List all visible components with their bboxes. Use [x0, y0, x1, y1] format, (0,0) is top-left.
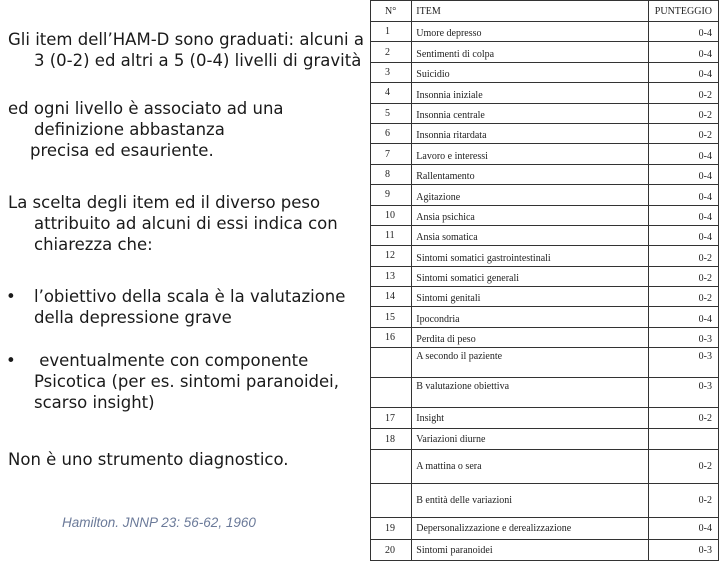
row-number: 1	[371, 22, 412, 42]
row-number-empty	[371, 378, 412, 408]
row-number: 17	[371, 408, 412, 429]
table-row	[371, 62, 719, 82]
row-item: A mattina o sera	[412, 450, 648, 484]
header-score: PUNTEGGIO	[648, 1, 718, 22]
row-score: 0-2	[648, 103, 718, 123]
row-item: Sentimenti di colpa	[412, 42, 648, 62]
table-header-row	[371, 1, 719, 22]
row-item: Sintomi genitali	[412, 287, 648, 307]
ham-d-table	[370, 0, 719, 561]
row-score: 0-2	[648, 484, 718, 518]
row-score: 0-3	[648, 540, 718, 561]
row-score: 0-2	[648, 83, 718, 103]
row-number: 14	[371, 287, 412, 307]
paragraph-choice	[8, 192, 338, 255]
row-item: Ansia psichica	[412, 205, 648, 225]
row-number: 9	[371, 185, 412, 205]
table-row-19	[371, 518, 719, 540]
row-score: 0-2	[648, 266, 718, 286]
p3-line1: La scelta degli item ed il diverso peso	[8, 193, 321, 212]
p1-line2: 3 (0-2) ed altri a 5 (0-4) livelli di gravità	[34, 51, 362, 70]
row-item: Depersonalizzazione e derealizzazione	[412, 518, 648, 540]
bullet-psychotic	[0, 350, 365, 416]
table-row	[371, 144, 719, 164]
bullet-dot: •	[6, 287, 16, 306]
bullet-psychotic-text	[34, 350, 364, 413]
row-item: Umore depresso	[412, 22, 648, 42]
row-number-empty	[371, 450, 412, 484]
table-row	[371, 103, 719, 123]
p3-line2: attribuito ad alcuni di essi indica con	[34, 214, 338, 233]
row-item: Sintomi paranoidei	[412, 540, 648, 561]
row-number: 5	[371, 103, 412, 123]
table-row-16b	[371, 378, 719, 408]
row-number: 19	[371, 518, 412, 540]
table-row	[371, 42, 719, 62]
row-number: 4	[371, 83, 412, 103]
table-row-16a	[371, 348, 719, 378]
bullet-objective-text	[34, 286, 364, 328]
row-score: 0-4	[648, 518, 718, 540]
row-score: 0-4	[648, 164, 718, 184]
table-row	[371, 185, 719, 205]
header-number: N°	[371, 1, 412, 22]
row-score: 0-2	[648, 408, 718, 429]
row-number: 16	[371, 327, 412, 347]
table-row	[371, 123, 719, 143]
table-row	[371, 246, 719, 266]
row-score	[648, 429, 718, 450]
row-number: 8	[371, 164, 412, 184]
b2-line3: scarso insight)	[34, 393, 155, 412]
table-row	[371, 327, 719, 347]
row-item: Agitazione	[412, 185, 648, 205]
row-score: 0-3	[648, 348, 718, 378]
p2-line1: ed ogni livello è associato ad una	[8, 99, 284, 118]
row-number: 6	[371, 123, 412, 143]
row-item: Sintomi somatici gastrointestinali	[412, 246, 648, 266]
bullet-objective	[0, 286, 365, 330]
table-row	[371, 83, 719, 103]
row-item: Sintomi somatici generali	[412, 266, 648, 286]
table-row	[371, 307, 719, 327]
row-score: 0-2	[648, 123, 718, 143]
row-item: Variazioni diurne	[412, 429, 648, 450]
row-number: 3	[371, 62, 412, 82]
row-number: 18	[371, 429, 412, 450]
table-row	[371, 22, 719, 42]
row-item: Insight	[412, 408, 648, 429]
p2-line2: definizione abbastanza	[34, 120, 225, 139]
row-item: B valutazione obiettiva	[412, 378, 648, 408]
row-number: 15	[371, 307, 412, 327]
row-score: 0-3	[648, 378, 718, 408]
table-body	[371, 22, 719, 348]
table-row	[371, 287, 719, 307]
row-score: 0-3	[648, 327, 718, 347]
row-score: 0-2	[648, 287, 718, 307]
row-item: Ansia somatica	[412, 225, 648, 245]
row-number-empty	[371, 348, 412, 378]
row-number-empty	[371, 484, 412, 518]
row-score: 0-2	[648, 450, 718, 484]
table-row-17	[371, 408, 719, 429]
table-row	[371, 205, 719, 225]
row-item: Insonnia centrale	[412, 103, 648, 123]
ham-d-table-container	[370, 0, 720, 556]
row-item: Insonnia ritardata	[412, 123, 648, 143]
p3-line3: chiarezza che:	[34, 235, 153, 254]
row-score: 0-4	[648, 144, 718, 164]
table-row	[371, 164, 719, 184]
row-number: 13	[371, 266, 412, 286]
row-item: Perdita di peso	[412, 327, 648, 347]
paragraph-definition	[8, 98, 284, 161]
row-score: 0-4	[648, 22, 718, 42]
row-score: 0-4	[648, 42, 718, 62]
b1-line2: della depressione grave	[34, 308, 232, 327]
row-number: 20	[371, 540, 412, 561]
p2-line3: precisa ed esauriente.	[30, 141, 214, 160]
row-item: Insonnia iniziale	[412, 83, 648, 103]
left-text-panel	[0, 0, 365, 540]
row-score: 0-4	[648, 307, 718, 327]
row-number: 10	[371, 205, 412, 225]
table-row-20	[371, 540, 719, 561]
header-item: ITEM	[412, 1, 648, 22]
table-row-18a	[371, 450, 719, 484]
row-item: Lavoro e interessi	[412, 144, 648, 164]
table-row	[371, 266, 719, 286]
table-row	[371, 225, 719, 245]
row-item: Rallentamento	[412, 164, 648, 184]
row-item: Ipocondria	[412, 307, 648, 327]
row-number: 7	[371, 144, 412, 164]
table-row-18	[371, 429, 719, 450]
paragraph-not-diagnostic: Non è uno strumento diagnostico.	[8, 450, 289, 469]
row-score: 0-4	[648, 62, 718, 82]
table-row-18b	[371, 484, 719, 518]
row-item: Suicidio	[412, 62, 648, 82]
paragraph-graduation	[8, 29, 364, 71]
row-number: 12	[371, 246, 412, 266]
b2-line1: eventualmente con componente	[34, 351, 309, 370]
row-score: 0-4	[648, 225, 718, 245]
row-number: 11	[371, 225, 412, 245]
citation: Hamilton. JNNP 23: 56-62, 1960	[62, 515, 256, 530]
bullet-dot: •	[6, 351, 16, 370]
row-item: A secondo il paziente	[412, 348, 648, 378]
b2-line2: Psicotica (per es. sintomi paranoidei,	[34, 372, 339, 391]
row-score: 0-4	[648, 185, 718, 205]
b1-line1: l’obiettivo della scala è la valutazione	[34, 287, 346, 306]
p1-line1: Gli item dell’HAM-D sono graduati: alcuni a	[8, 30, 364, 49]
row-item: B entità delle variazioni	[412, 484, 648, 518]
row-score: 0-2	[648, 246, 718, 266]
row-score: 0-4	[648, 205, 718, 225]
row-number: 2	[371, 42, 412, 62]
